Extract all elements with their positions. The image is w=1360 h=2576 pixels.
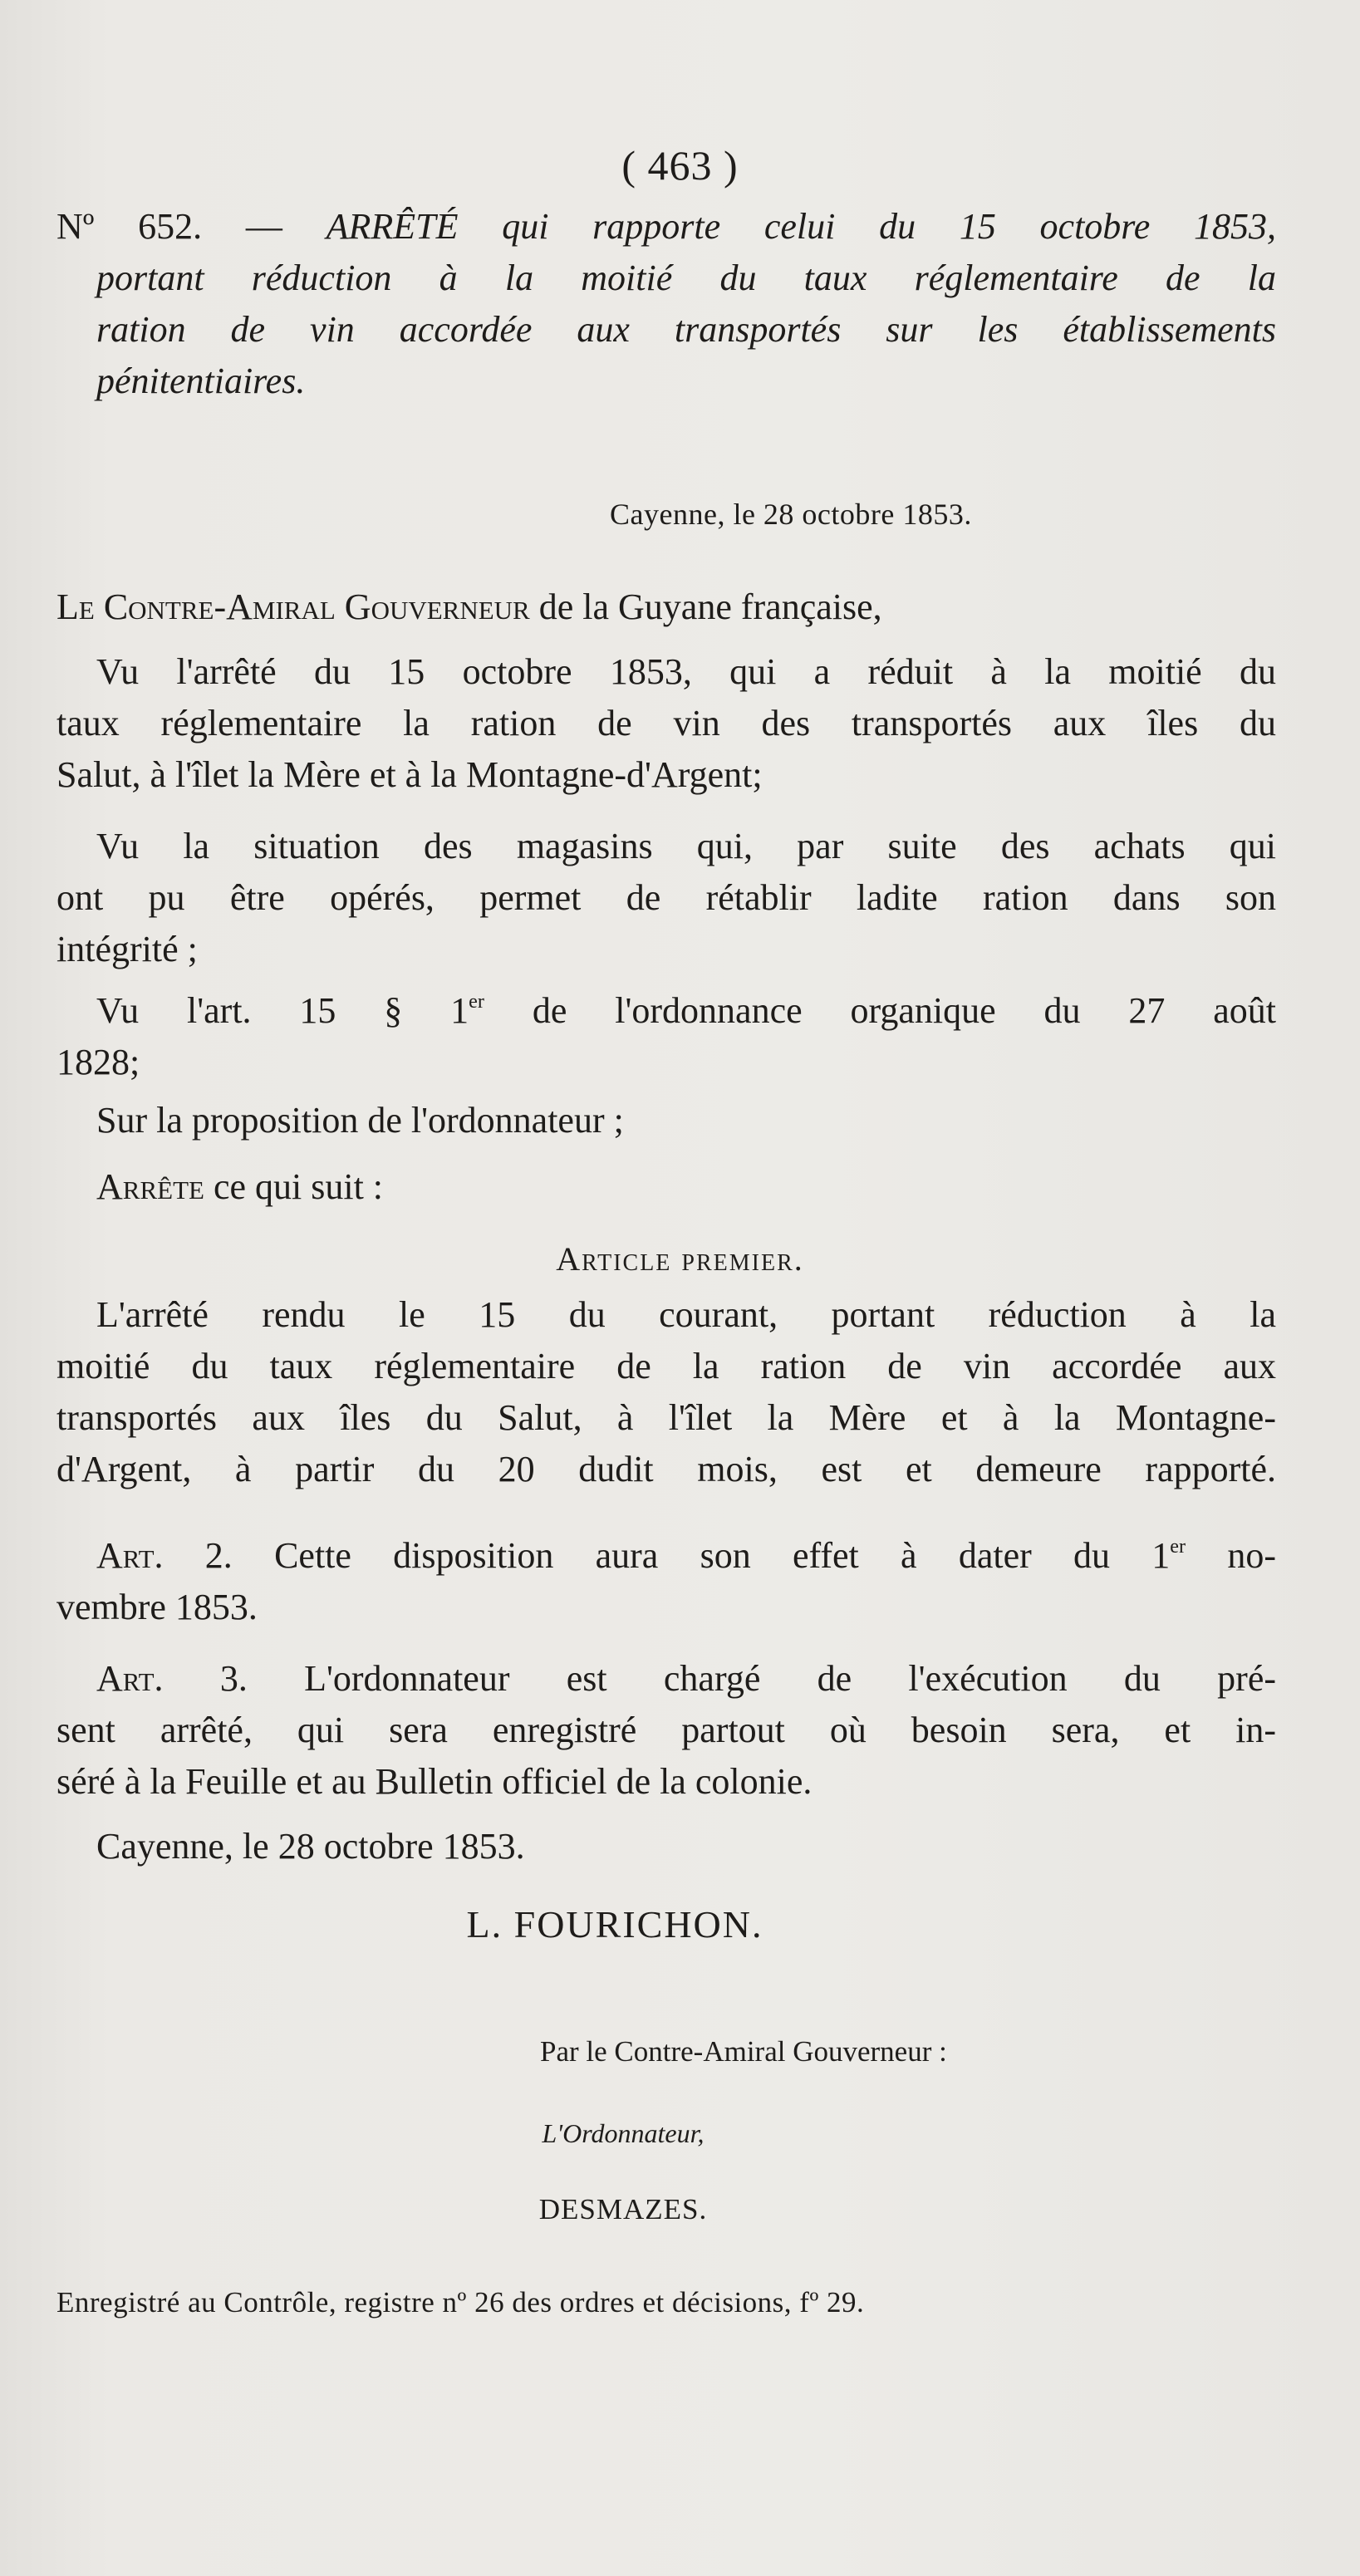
decree-number: Nº 652. [56, 206, 203, 247]
decree-type: ARRÊTÉ [326, 206, 459, 247]
considerant-2: Vu la situation des magasins qui, par suite des achats qui ont pu être opérés, permet de rétablir ladite ration dans son intégrité ; [56, 826, 1276, 969]
article-3: Art. 3. L'ordonnateur est chargé de l'exécution du pré- sent arrêté, qui sera enregistré partout où besoin sera, et in- séré à la Feuille et au Bulletin officiel de la colonie. [56, 1658, 1276, 1802]
considerant-1: Vu l'arrêté du 15 octobre 1853, qui a réduit à la moitié du taux réglementaire la ration de vin des transportés aux îles du Salut, à l'îlet la Mère et à la Montagne-d'Argent; [56, 651, 1276, 795]
article-heading: Article premier. [556, 1240, 804, 1278]
article-2: Art. 2. Cette disposition aura son effet à dater du 1er no- vembre 1853. [56, 1534, 1276, 1627]
page-number: ( 463 ) [621, 142, 739, 189]
closing-date: Cayenne, le 28 octobre 1853. [96, 1826, 525, 1867]
registration-note: Enregistré au Contrôle, registre nº 26 des ordres et décisions, fº 29. [56, 2286, 865, 2318]
title-line-2: portant réduction à la moitié du taux réglementaire de la [96, 258, 1276, 298]
arrete-clause: Arrête ce qui suit : [96, 1166, 384, 1207]
proposition: Sur la proposition de l'ordonnateur ; [96, 1100, 624, 1141]
ordonnateur-title: L'Ordonnateur, [542, 2118, 705, 2148]
considerant-3: Vu l'art. 15 § 1er de l'ordonnance organique du 27 août 1828; [56, 989, 1276, 1082]
authority: Le Contre-Amiral Gouverneur [56, 586, 530, 627]
preamble: Le Contre-Amiral Gouverneur de la Guyane française, [56, 586, 882, 627]
signature-ordonnateur: DESMAZES. [538, 2193, 708, 2225]
title-line-4: pénitentiaires. [96, 361, 306, 401]
title-line-1: Nº 652. — ARRÊTÉ qui rapporte celui du 15 octobre 1853, [56, 206, 1277, 247]
countersign-line: Par le Contre-Amiral Gouverneur : [540, 2035, 947, 2068]
dateline: Cayenne, le 28 octobre 1853. [610, 498, 972, 531]
decree-title [56, 201, 1276, 407]
article-1: L'arrêté rendu le 15 du courant, portant réduction à la moitié du taux réglementaire de la ration de vin accordée aux transportés aux îles du Salut, à l'îlet la Mère et à la Montagne- d'Argent, à partir du 20 dudit mois, est et demeure rapporté. [56, 1294, 1276, 1489]
signature-governor: L. FOURICHON. [466, 1903, 763, 1945]
title-line-3: ration de vin accordée aux transportés sur les établissements [96, 309, 1276, 350]
